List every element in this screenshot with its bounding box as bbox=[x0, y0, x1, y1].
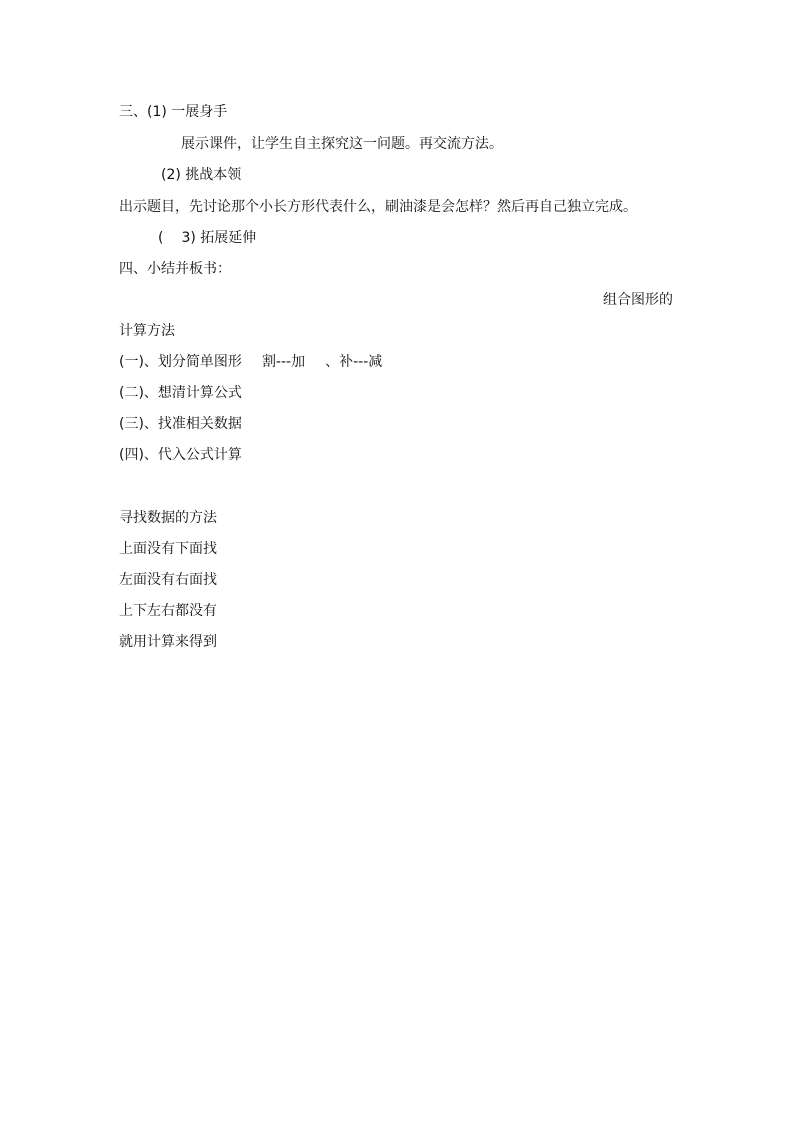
data-method-line-1: 上面没有下面找 bbox=[119, 541, 217, 557]
section3-subheading-2: (2) 挑战本领 bbox=[161, 167, 242, 183]
step-1-fill-subtract: 、补---减 bbox=[325, 354, 383, 370]
step-1-cut-add: 割---加 bbox=[261, 354, 306, 370]
section3-subheading-3-label: 3) 拓展延伸 bbox=[181, 230, 257, 246]
step-1 bbox=[119, 353, 382, 371]
data-method-line-4: 就用计算来得到 bbox=[119, 634, 217, 650]
board-title-part-2: 计算方法 bbox=[119, 323, 175, 339]
section3-heading: 三、(1) 一展身手 bbox=[119, 104, 228, 120]
data-method-line-2: 左面没有右面找 bbox=[119, 572, 217, 588]
section3-subheading-3 bbox=[158, 229, 256, 247]
data-method-line-3: 上下左右都没有 bbox=[119, 603, 217, 619]
section3-subheading-3-paren: ( bbox=[158, 230, 164, 246]
data-method-title: 寻找数据的方法 bbox=[119, 510, 217, 526]
section4-heading: 四、小结并板书： bbox=[119, 261, 231, 277]
step-1-label: (一)、划分简单图形 bbox=[119, 354, 242, 370]
board-title-part-1: 组合图形的 bbox=[603, 292, 673, 308]
section3-paragraph-2: 出示题目，先讨论那个小长方形代表什么，刷油漆是会怎样？然后再自己独立完成。 bbox=[119, 199, 637, 215]
step-3: (三)、找准相关数据 bbox=[119, 416, 242, 432]
step-4: (四)、代入公式计算 bbox=[119, 447, 242, 463]
step-2: (二)、想清计算公式 bbox=[119, 385, 242, 401]
section3-paragraph-1: 展示课件，让学生自主探究这一问题。再交流方法。 bbox=[181, 136, 503, 152]
